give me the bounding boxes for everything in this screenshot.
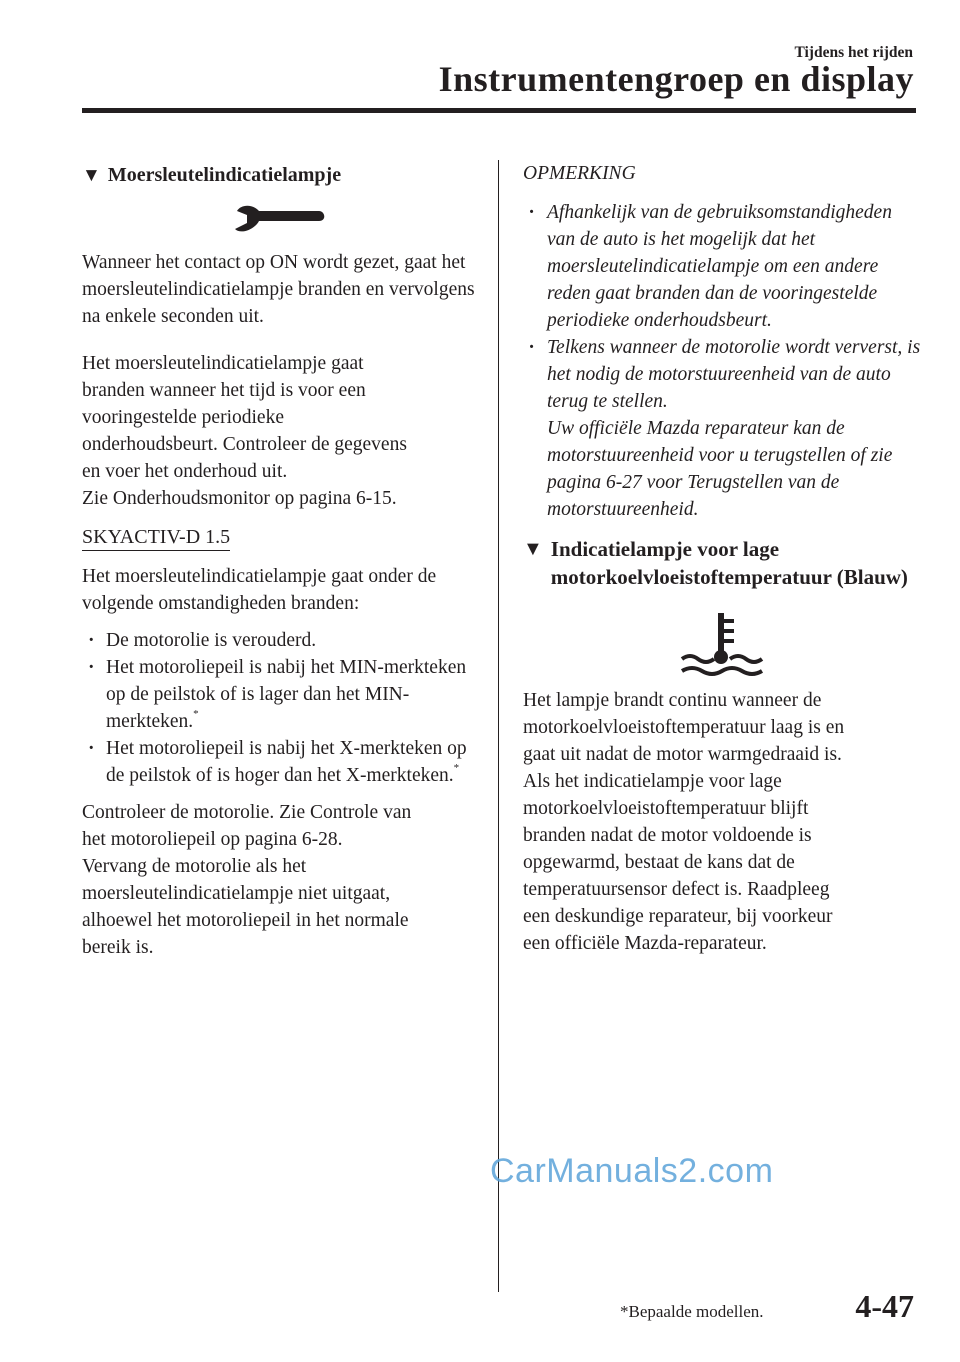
wrench-icon xyxy=(231,201,331,241)
text-line: Het moersleutelindicatielampje gaat xyxy=(82,353,364,374)
footnote: *Bepaalde modellen. xyxy=(620,1302,764,1321)
running-head-section: Tijdens het rijden xyxy=(794,44,913,61)
text-line: bereik is. xyxy=(82,937,154,958)
conditions-intro: Het moersleutelindicatielampje gaat onder de volgende omstandigheden branden: xyxy=(82,566,437,614)
text-line: onderhoudsbeurt. Controleer de gegevens xyxy=(82,434,407,455)
oil-check-instructions xyxy=(82,799,480,961)
text-line: het motoroliepeil op pagina 6-28. xyxy=(82,829,343,850)
list-item: · Het motoroliepeil is nabij het X-merkteken op de peilstok of is hoger dan het X-merkteken.* xyxy=(82,735,480,789)
list-item: · Het motoroliepeil is nabij het MIN-merkteken op de peilstok of is lager dan het MIN-merkteken.* xyxy=(82,654,480,735)
column-divider xyxy=(498,160,499,1292)
left-column xyxy=(82,162,480,961)
coolant-icon-wrap xyxy=(523,609,923,679)
watermark: CarManuals2.com xyxy=(490,1152,774,1190)
text-line: Als het indicatielampje voor lage xyxy=(523,771,782,792)
text-line: branden wanneer het tijd is voor een xyxy=(82,380,366,401)
coolant-indicator-heading xyxy=(523,535,923,591)
text-line: motorkoelvloeistoftemperatuur laag is en xyxy=(523,717,845,738)
coolant-temperature-icon xyxy=(678,609,768,679)
wrench-icon-wrap xyxy=(82,201,480,241)
skyactiv-subheading: SKYACTIV-D 1.5 xyxy=(82,525,230,551)
text-line: gaat uit nadat de motor warmgedraaid is. xyxy=(523,744,842,765)
text-line: Vervang de motorolie als het xyxy=(82,856,307,877)
text-line: Controleer de motorolie. Zie Controle van xyxy=(82,802,412,823)
running-head-title: Instrumentengroep en display xyxy=(438,59,914,99)
text-line: Het lampje brandt continu wanneer de xyxy=(523,690,822,711)
text-line: en voer het onderhoud uit. xyxy=(82,461,288,482)
note-list xyxy=(523,199,923,523)
text-line: Zie Onderhoudsmonitor op pagina 6-15. xyxy=(82,488,397,509)
list-item: · Afhankelijk van de gebruiksomstandigheden van de auto is het mogelijk dat het moersleutelindicatielampje om een andere reden gaat branden dan de vooringestelde periodieke onderhoudsbeurt. xyxy=(523,199,923,334)
text-line: vooringestelde periodieke xyxy=(82,407,284,428)
coolant-explanation xyxy=(523,687,923,957)
text-line: alhoewel het motoroliepeil in het normale xyxy=(82,910,409,931)
triangle-marker-icon: ▼ xyxy=(523,538,543,560)
heading-text: Indicatielampje voor lage motorkoelvloeistoftemperatuur (Blauw) xyxy=(550,537,908,589)
heading-text: Moersleutelindicatielampje xyxy=(107,164,342,186)
list-item: · Telkens wanneer de motorolie wordt ververst, is het nodig de motorstuureenheid van de auto terug te stellen. Uw officiële Mazda reparateur kan de motorstuureenheid voor u terugstellen of zie pagina 6-27 voor Terugstellen van de motorstuureenheid. xyxy=(523,334,923,523)
list-item: · De motorolie is verouderd. xyxy=(82,627,480,654)
header-rule xyxy=(82,108,916,113)
wrench-indicator-heading xyxy=(82,162,480,189)
wrench-explanation xyxy=(82,350,480,512)
page-number: 4-47 xyxy=(855,1288,914,1324)
text-line: een deskundige reparateur, bij voorkeur xyxy=(523,906,833,927)
text-line: motorkoelvloeistoftemperatuur blijft xyxy=(523,798,809,819)
text-line: temperatuursensor defect is. Raadpleeg xyxy=(523,879,830,900)
note-heading: OPMERKING xyxy=(523,163,636,184)
text-line: opgewarmd, bestaat de kans dat de xyxy=(523,852,795,873)
text-line: branden nadat de motor voldoende is xyxy=(523,825,812,846)
right-column xyxy=(523,160,923,957)
text-line: een officiële Mazda-reparateur. xyxy=(523,933,767,954)
triangle-marker-icon: ▼ xyxy=(82,165,101,186)
conditions-list xyxy=(82,627,480,789)
text-line: moersleutelindicatielampje niet uitgaat, xyxy=(82,883,391,904)
wrench-intro-text: Wanneer het contact op ON wordt gezet, gaat het moersleutelindicatielampje branden en vervolgens na enkele seconden uit. xyxy=(82,252,475,327)
